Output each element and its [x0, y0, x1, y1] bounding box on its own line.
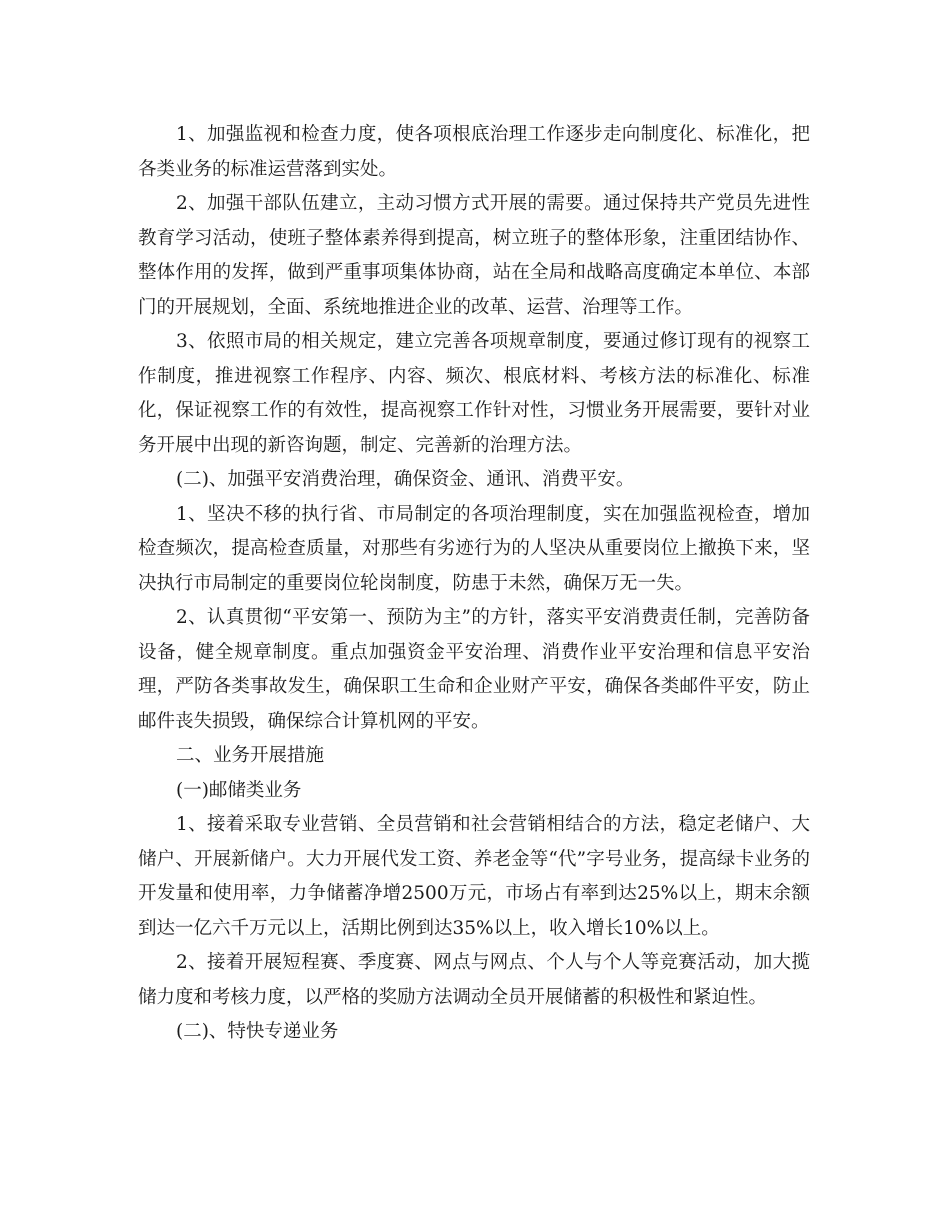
paragraph: 1、接着采取专业营销、全员营销和社会营销相结合的方法，稳定老储户、大储户、开展新储户。大力开展代发工资、养老金等“代”字号业务，提高绿卡业务的开发量和使用率，力争储蓄净增2500万元，市场占有率到达25%以上，期末余额到达一亿六千万元以上，活期比例到达35%以上，收入增长10%以上。 [138, 814, 810, 939]
section-heading: (二)、加强平安消费治理，确保资金、通讯、消费平安。 [176, 469, 635, 490]
subsection-heading: (二)、特快专递业务 [176, 1021, 339, 1042]
subsection-heading: (一)邮储类业务 [176, 779, 302, 801]
section-heading: 二、业务开展措施 [176, 745, 325, 766]
paragraph: 2、认真贯彻“平安第一、预防为主”的方针，落实平安消费责任制，完善防备设备，健全规章制度。重点加强资金平安治理、消费作业平安治理和信息平安治理，严防各类事故发生，确保职工生命和企业财产平安，确保各类邮件平安，防止邮件丧失损毁，确保综合计算机网的平安。 [138, 607, 810, 732]
paragraph: 2、接着开展短程赛、季度赛、网点与网点、个人与个人等竞赛活动，加大揽储力度和考核力度，以严格的奖励方法调动全员开展储蓄的积极性和紧迫性。 [138, 952, 810, 1008]
paragraph: 1、坚决不移的执行省、市局制定的各项治理制度，实在加强监视检查，增加检查频次，提高检查质量，对那些有劣迹行为的人坚决从重要岗位上撤换下来，坚决执行市局制定的重要岗位轮岗制度，防患于未然，确保万无一失。 [138, 503, 810, 594]
paragraph: 1、加强监视和检查力度，使各项根底治理工作逐步走向制度化、标准化，把各类业务的标准运营落到实处。 [138, 124, 810, 180]
paragraph: 2、加强干部队伍建立，主动习惯方式开展的需要。通过保持共产党员先进性教育学习活动，使班子整体素养得到提高，树立班子的整体形象，注重团结协作、整体作用的发挥，做到严重事项集体协商，站在全局和战略高度确定本单位、本部门的开展规划，全面、系统地推进企业的改革、运营、治理等工作。 [138, 193, 810, 318]
document-body [138, 118, 810, 1050]
paragraph: 3、依照市局的相关规定，建立完善各项规章制度，要通过修订现有的视察工作制度，推进视察工作程序、内容、频次、根底材料、考核方法的标准化、标准化，保证视察工作的有效性，提高视察工作针对性，习惯业务开展需要，要针对业务开展中出现的新咨询题，制定、完善新的治理方法。 [138, 331, 810, 456]
